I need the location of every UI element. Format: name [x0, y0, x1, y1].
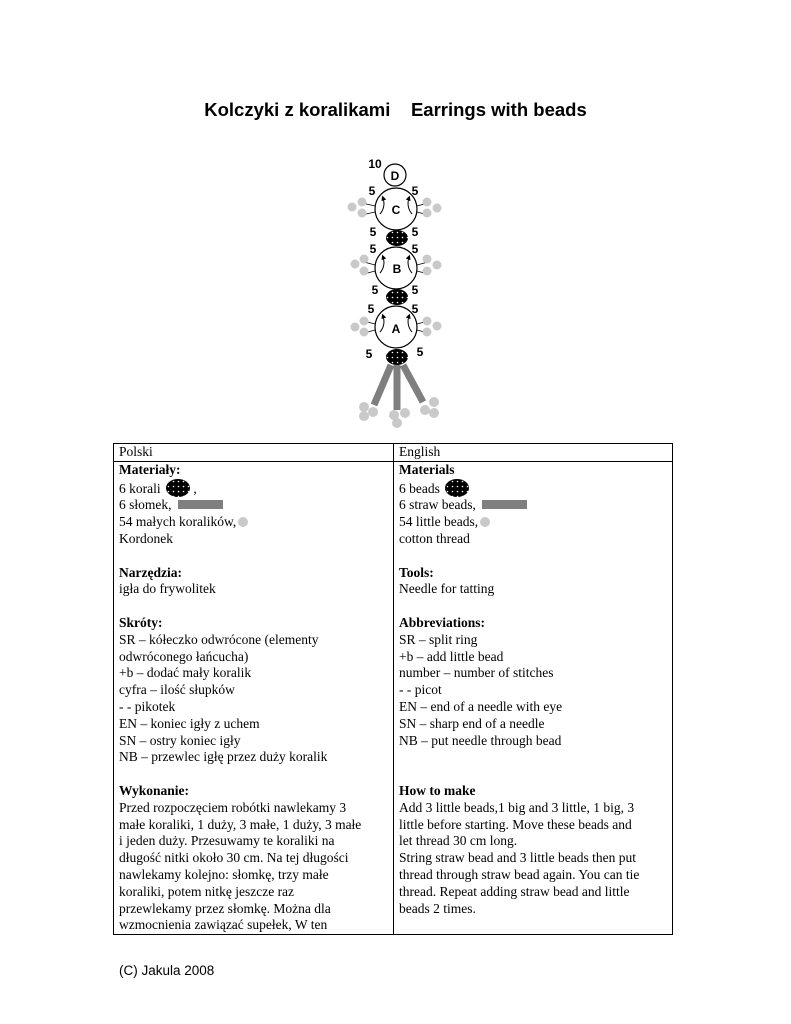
abbr-number: number – number of stitches	[399, 665, 554, 681]
ring-c-label: C	[391, 203, 401, 217]
big-bead	[386, 289, 408, 305]
title-polish: Kolczyki z koralikami	[204, 99, 391, 120]
stitch-count-a-ul: 5	[367, 302, 375, 316]
picot-left-a	[351, 317, 376, 337]
material-little-beads	[399, 514, 668, 531]
material-beads-suffix: ,	[193, 480, 197, 496]
english-column	[394, 461, 673, 934]
make-line-8: wzmocnienia zawiązać supełek, W ten	[119, 917, 328, 933]
big-bead-icon	[166, 479, 190, 497]
material-beads	[119, 479, 389, 498]
material-little-text: 54 małych koralików,	[119, 514, 237, 530]
copyright-footer: (C) Jakula 2008	[119, 963, 215, 978]
material-thread: cotton thread	[399, 530, 470, 546]
material-straws-text: 6 straw beads,	[399, 497, 476, 513]
abbr-nb: NB – put needle through bead	[399, 732, 562, 748]
abbr-sn: SN – ostry koniec igły	[119, 732, 241, 748]
make-line-3: i jeden duży. Przesuwamy te koraliki na	[119, 833, 335, 849]
tools-heading: Tools:	[399, 564, 434, 580]
stitch-count-c-ll: 5	[369, 225, 377, 239]
earring-diagram	[330, 150, 460, 430]
straw-bead-icon	[178, 500, 223, 509]
material-beads-text: 6 korali	[119, 480, 161, 496]
picot-right-b	[417, 255, 442, 276]
stitch-count-c-ur: 5	[411, 184, 419, 198]
stitch-count-a-lr: 5	[416, 345, 424, 359]
abbr-picot: - - pikotek	[119, 698, 176, 714]
make-line-5: thread through straw bead again. You can tie	[399, 866, 640, 882]
make-line-4: String straw bead and 3 little beads then put	[399, 850, 636, 866]
picot-left-b	[351, 255, 376, 276]
stitch-count-b-ll: 5	[371, 283, 379, 297]
abbr-sr: SR – split ring	[399, 631, 478, 647]
materials-heading: Materials	[399, 461, 455, 477]
abbreviations-heading: Abbreviations:	[399, 614, 486, 630]
make-line-5: nawlekamy kolejno: słomkę, trzy małe	[119, 866, 329, 882]
make-line-1: Przed rozpoczęciem robótki nawlekamy 3	[119, 799, 347, 815]
abbr-sn: SN – sharp end of a needle	[399, 715, 545, 731]
ring-a-label: A	[391, 322, 401, 336]
ring-b-label: B	[392, 262, 402, 276]
little-bead-icon	[238, 517, 248, 527]
tools-heading: Narzędzia:	[119, 564, 182, 580]
stitch-count-c-ul: 5	[368, 184, 376, 198]
make-line-7: beads 2 times.	[399, 900, 476, 916]
stitch-count-b-ur: 5	[411, 242, 419, 256]
big-bead	[386, 230, 408, 246]
material-straws	[119, 497, 389, 514]
material-straws	[399, 497, 668, 514]
picot-right-a	[417, 317, 442, 337]
make-line-6: koraliki, potem nitkę jeszcze raz	[119, 883, 295, 899]
stitch-count-a-ll: 5	[365, 347, 373, 361]
stitch-count-d: 10	[368, 157, 382, 171]
how-to-heading: Wykonanie:	[119, 782, 190, 798]
tools-needle: igła do frywolitek	[119, 581, 216, 597]
make-line-2: little before starting. Move these beads and	[399, 816, 632, 832]
stitch-count-c-lr: 5	[411, 225, 419, 239]
abbr-b: +b – dodać mały koralik	[119, 665, 252, 681]
polish-column	[114, 461, 394, 934]
how-to-heading: How to make	[399, 782, 476, 798]
big-bead-icon	[445, 479, 469, 497]
make-line-4: długość nitki około 30 cm. Na tej długości	[119, 850, 349, 866]
tools-needle: Needle for tatting	[399, 581, 495, 597]
abbr-b: +b – add little bead	[399, 648, 504, 664]
abbr-sr-1: SR – kółeczko odwrócone (elementy	[119, 631, 319, 647]
make-line-3: let thread 30 cm long.	[399, 833, 518, 849]
picot-left-c	[348, 198, 376, 218]
instructions-table	[113, 443, 673, 935]
abbr-en: EN – koniec igły z uchem	[119, 715, 260, 731]
material-beads	[399, 479, 668, 498]
make-line-7: przewlekamy przez słomkę. Można dla	[119, 900, 331, 916]
abbreviations-heading: Skróty:	[119, 614, 163, 630]
make-line-1: Add 3 little beads,1 big and 3 little, 1 big, 3	[399, 799, 635, 815]
little-bead-icon	[480, 517, 490, 527]
material-little-text: 54 little beads,	[399, 514, 479, 530]
header-polish: Polski	[114, 444, 394, 462]
straw-bead-icon	[482, 500, 527, 509]
abbr-en: EN – end of a needle with eye	[399, 698, 563, 714]
page-title	[0, 99, 791, 121]
straw-beads	[374, 365, 423, 410]
materials-heading: Materiały:	[119, 461, 181, 477]
material-little-beads	[119, 514, 389, 531]
header-english: English	[394, 444, 673, 462]
abbr-nb: NB – przewlec igłę przez duży koralik	[119, 749, 328, 765]
big-bead	[386, 349, 408, 365]
abbr-picot: - - picot	[399, 682, 442, 698]
stitch-count-b-lr: 5	[411, 283, 419, 297]
table-header-row	[114, 444, 673, 462]
stitch-count-a-ur: 5	[411, 302, 419, 316]
abbr-sr-2: odwróconego łańcucha)	[119, 648, 249, 664]
make-line-2: małe koraliki, 1 duży, 3 małe, 1 duży, 3 małe	[119, 816, 362, 832]
abbr-number: cyfra – ilość słupków	[119, 682, 235, 698]
material-beads-text: 6 beads	[399, 480, 440, 496]
material-straws-text: 6 słomek,	[119, 497, 172, 513]
material-thread: Kordonek	[119, 530, 173, 546]
title-english: Earrings with beads	[410, 99, 587, 120]
table-row	[114, 461, 673, 934]
make-line-6: thread. Repeat adding straw bead and little	[399, 883, 630, 899]
ring-d-label: D	[390, 169, 400, 183]
picot-right-c	[417, 198, 442, 218]
stitch-count-b-ul: 5	[369, 242, 377, 256]
